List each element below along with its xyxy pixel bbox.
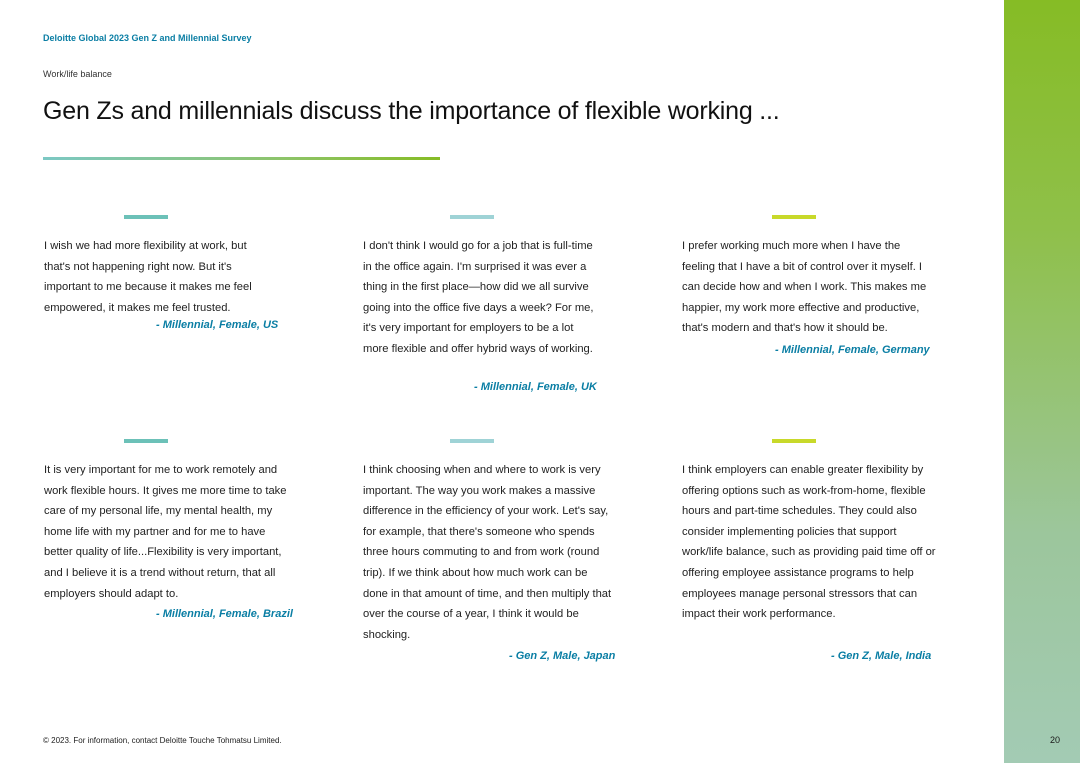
quote-attribution: - Millennial, Female, UK <box>474 381 597 393</box>
quote-accent-bar <box>772 215 816 219</box>
quote-text: I prefer working much more when I have the feeling that I have a bit of control over it myself. I can decide how and when I work. This makes me happier, my work more effective and productive, that's modern and that's how it should be. <box>682 240 927 335</box>
side-color-band <box>1004 0 1080 763</box>
quote-text: I think employers can enable greater flexibility by offering options such as work-from-home, flexible hours and part-time schedules. They could also consider implementing policies that support work/life balance, such as providing paid time off or offering employee assistance programs to help employees manage personal stressors that can impact their work performance. <box>682 464 936 621</box>
page-number: 20 <box>1049 735 1060 745</box>
heading-divider <box>43 157 440 160</box>
report-title: Deloitte Global 2023 Gen Z and Millennial Survey <box>43 33 252 43</box>
quote-attribution: - Millennial, Female, Germany <box>775 344 930 356</box>
quote-accent-bar <box>124 215 168 219</box>
quote-attribution: - Millennial, Female, US <box>156 319 279 331</box>
page-heading: Gen Zs and millennials discuss the importance of flexible working ... <box>43 97 780 125</box>
quote-text: I think choosing when and where to work is very important. The way you work makes a massive difference in the efficiency of your work. Let's say, for example, that there's someone who spends three hours commuting to and from work (round trip). If we think about how much work can be done in that amount of time, and then multiply that over the course of a year, I think it would be shocking. <box>363 464 612 641</box>
quote-attribution: - Millennial, Female, Brazil <box>156 608 293 620</box>
quote-accent-bar <box>450 215 494 219</box>
quote-accent-bar <box>772 439 816 443</box>
quote-text: I wish we had more flexibility at work, but that's not happening right now. But it's important to me because it makes me feel empowered, it makes me feel trusted. <box>44 240 252 314</box>
quote-text: I don't think I would go for a job that is full-time in the office again. I'm surprised it was ever a thing in the first place—how did we all survive going into the office five days a week? For me, it's very important for employers to be a lot more flexible and offer hybrid ways of working. <box>363 240 594 355</box>
quote-text: It is very important for me to work remotely and work flexible hours. It gives me more time to take care of my personal life, my mental health, my home life with my partner and for me to have better quality of life...Flexibility is very important, and I believe it is a trend without return, that all employers should adapt to. <box>44 464 287 600</box>
quote-attribution: - Gen Z, Male, Japan <box>509 650 616 662</box>
section-label: Work/life balance <box>43 69 112 79</box>
quote-accent-bar <box>124 439 168 443</box>
quote-accent-bar <box>450 439 494 443</box>
quote-attribution: - Gen Z, Male, India <box>831 650 932 662</box>
copyright-footer: © 2023. For information, contact Deloitte Touche Tohmatsu Limited. <box>43 736 282 745</box>
